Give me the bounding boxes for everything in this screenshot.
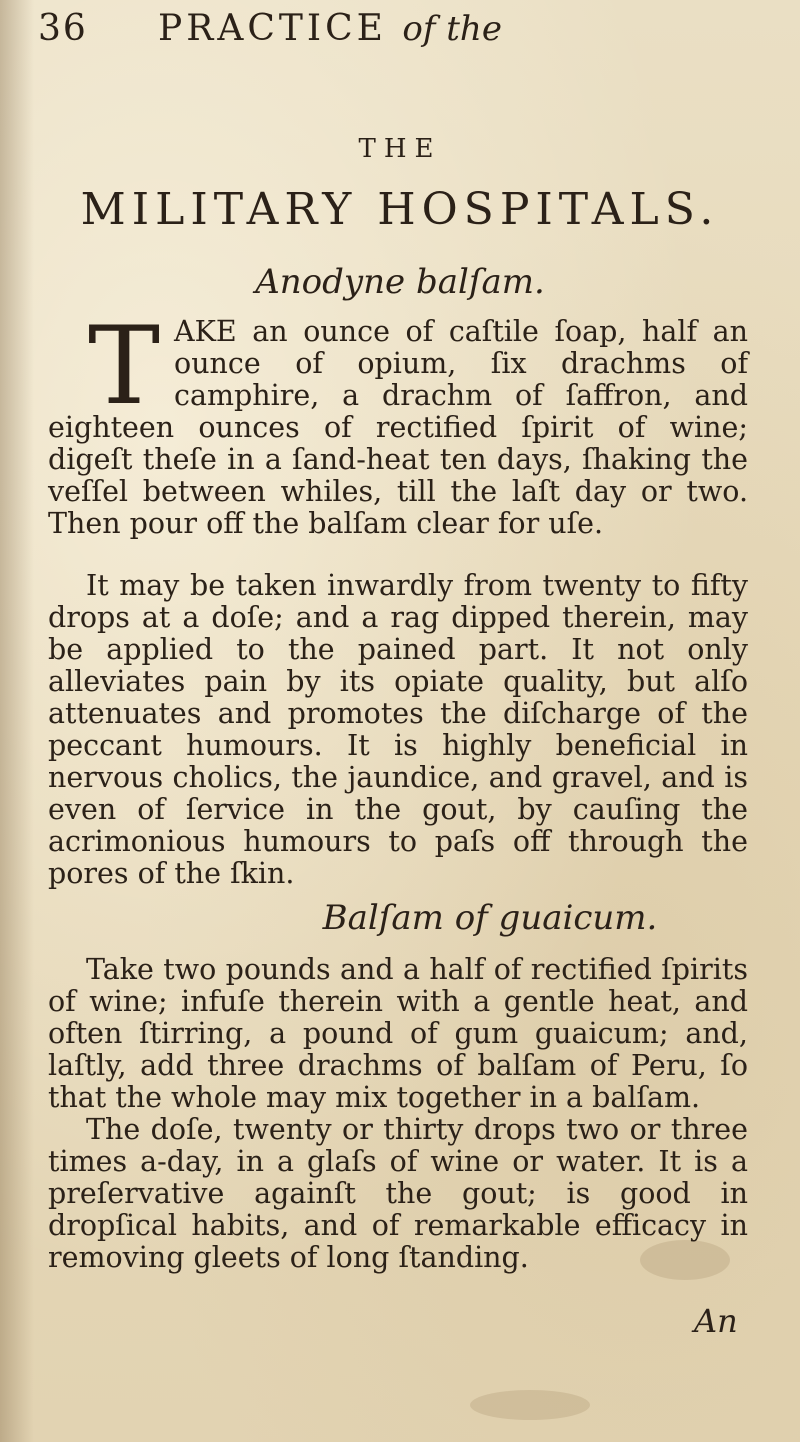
page-header — [38, 8, 758, 58]
page-title: MILITARY HOSPITALS. — [80, 184, 720, 235]
paragraph-guaicum-recipe: Take two pounds and a half of rectified ſpirits of wine; infuſe therein with a gentle heat, and often ſtirring, a pound of gum guaicum; and, laſtly, add three drachms of balſam of Peru, ſo that the whole may mix together in a balſam. — [48, 953, 748, 1114]
running-head-of: of the — [402, 9, 502, 49]
paragraph-text: AKE an ounce of caſtile ſoap, half an ounce of opium, ſix drachms of camphire, a drachm of ſaffron, and eighteen ounces of rectified ſpirit of wine; digeſt theſe in a ſand-heat ten days, ſhaking the veſſel between whiles, till the laſt day or two. Then pour off the balſam clear for uſe. — [48, 315, 748, 540]
drop-cap: T — [88, 304, 161, 429]
running-head — [158, 8, 502, 49]
paragraph-guaicum-dose: The doſe, twenty or thirty drops two or three times a-day, in a glaſs of wine or water. It is a preſervative againſt the gout; is good in dropſical habits, and of remarkable efficacy in removing gleets of long ſtanding. — [48, 1113, 748, 1274]
paper-stain — [470, 1390, 590, 1420]
running-head-main: PRACTICE — [158, 8, 387, 49]
page-number: 36 — [38, 8, 88, 49]
subheading-anodyne: Anodyne balſam. — [255, 262, 545, 302]
paragraph-anodyne-use: It may be taken inwardly from twenty to fifty drops at a doſe; and a rag dipped therein, may be applied to the pained part. It not only alleviates pain by its opiate quality, but alſo attenuates and promotes the diſcharge of the peccant humours. It is highly beneficial in nervous cholics, the jaundice, and gravel, and is even of ſervice in the gout, by cauſing the acrimonious humours to paſs off through the pores of the ſkin. — [48, 569, 748, 890]
paragraph-anodyne-recipe — [48, 304, 748, 540]
catchword: An — [694, 1302, 738, 1340]
title-small: THE — [358, 134, 442, 164]
subheading-guaicum: Balſam of guaicum. — [322, 898, 658, 938]
